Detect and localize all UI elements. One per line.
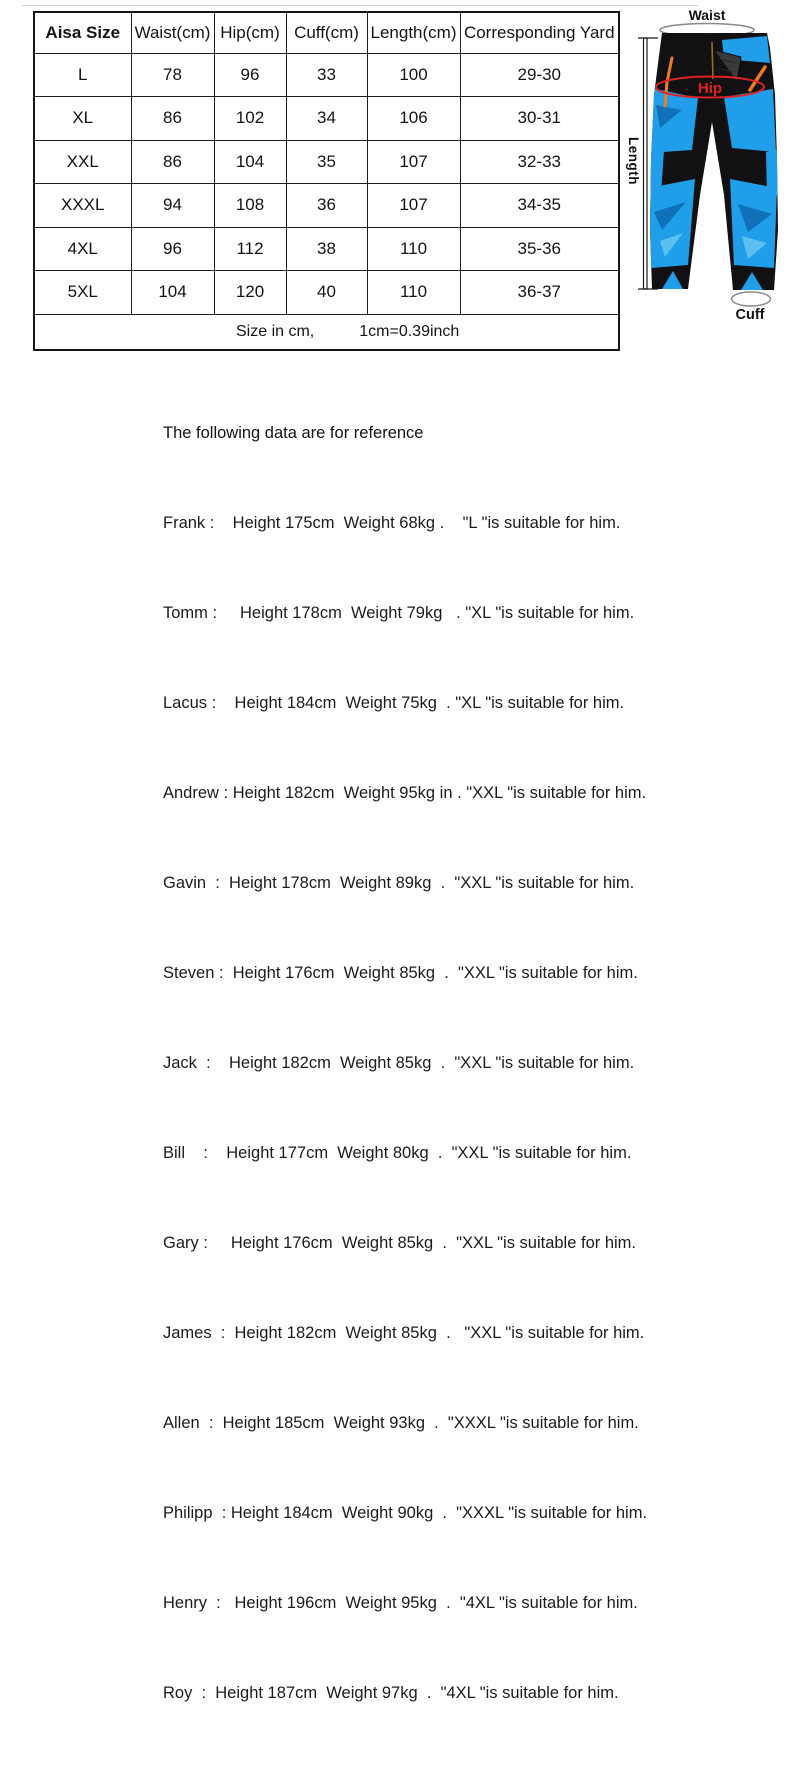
table-row [34, 227, 619, 271]
table-cell: 78 [131, 53, 214, 97]
table-cell: 40 [286, 271, 367, 315]
table-row [34, 140, 619, 184]
table-cell: 30-31 [460, 97, 619, 141]
table-cell: XXXL [34, 184, 131, 228]
table-cell: 86 [131, 140, 214, 184]
fly-zipper [712, 42, 713, 79]
table-cell: 94 [131, 184, 214, 228]
reference-line: Roy : Height 187cm Weight 97kg . "4XL "is suitable for him. [163, 1684, 619, 1702]
table-cell: 5XL [34, 271, 131, 315]
length-label: Length [626, 137, 641, 185]
reference-line: Jack : Height 182cm Weight 85kg . "XXL "is suitable for him. [163, 1054, 635, 1072]
table-cell: 107 [367, 184, 460, 228]
table-cell: 104 [214, 140, 286, 184]
col-header-waist: Waist(cm) [131, 12, 214, 53]
table-cell: 120 [214, 271, 286, 315]
table-footer-row [34, 314, 619, 350]
footer-note-conversion: 1cm=0.39inch [359, 322, 460, 340]
reference-line: James : Height 182cm Weight 85kg . "XXL "is suitable for him. [163, 1324, 645, 1342]
table-cell: 36 [286, 184, 367, 228]
table-cell: 33 [286, 53, 367, 97]
table-cell: 96 [214, 53, 286, 97]
table-row [34, 97, 619, 141]
reference-line: Tomm : Height 178cm Weight 79kg . "XL "is suitable for him. [163, 604, 635, 622]
reference-line: Steven : Height 176cm Weight 85kg . "XXL "is suitable for him. [163, 964, 638, 982]
table-cell: 36-37 [460, 271, 619, 315]
cuff-ellipse [732, 292, 771, 306]
table-cell: 110 [367, 227, 460, 271]
col-header-yard: Corresponding Yard [460, 12, 619, 53]
size-table [33, 11, 620, 351]
waist-label: Waist [688, 7, 726, 23]
table-cell: 32-33 [460, 140, 619, 184]
table-cell: 34 [286, 97, 367, 141]
col-header-hip: Hip(cm) [214, 12, 286, 53]
reference-line: Henry : Height 196cm Weight 95kg . "4XL "is suitable for him. [163, 1594, 638, 1612]
reference-line: Gavin : Height 178cm Weight 89kg . "XXL "is suitable for him. [163, 874, 635, 892]
reference-line: Philipp : Height 184cm Weight 90kg . "XXXL "is suitable for him. [163, 1504, 648, 1522]
table-cell: 29-30 [460, 53, 619, 97]
table-header-row [34, 12, 619, 53]
table-cell: 112 [214, 227, 286, 271]
reference-line: Lacus : Height 184cm Weight 75kg . "XL "is suitable for him. [163, 694, 625, 712]
table-cell: 100 [367, 53, 460, 97]
table-row [34, 53, 619, 97]
reference-block [163, 358, 647, 1768]
table-row [34, 271, 619, 315]
cuff-label: Cuff [735, 307, 765, 323]
waist-button [707, 29, 716, 35]
table-cell: 34-35 [460, 184, 619, 228]
table-cell: 102 [214, 97, 286, 141]
col-header-length: Length(cm) [367, 12, 460, 53]
table-cell: 35 [286, 140, 367, 184]
reference-title: The following data are for reference [163, 424, 424, 442]
col-header-size: Aisa Size [34, 12, 131, 53]
table-cell: 96 [131, 227, 214, 271]
table-cell: 104 [131, 271, 214, 315]
table-cell: 110 [367, 271, 460, 315]
reference-line: Frank : Height 175cm Weight 68kg . "L "is suitable for him. [163, 514, 621, 532]
reference-line: Andrew : Height 182cm Weight 95kg in . "XXL "is suitable for him. [163, 784, 647, 802]
table-cell: 86 [131, 97, 214, 141]
footer-note-cm: Size in cm, [236, 322, 315, 340]
pants-diagram [620, 0, 800, 330]
reference-line: Allen : Height 185cm Weight 93kg . "XXXL "is suitable for him. [163, 1414, 639, 1432]
table-cell: 38 [286, 227, 367, 271]
table-cell: 4XL [34, 227, 131, 271]
table-cell: 107 [367, 140, 460, 184]
reference-line: Bill : Height 177cm Weight 80kg . "XXL "is suitable for him. [163, 1144, 632, 1162]
table-cell: 35-36 [460, 227, 619, 271]
table-cell: L [34, 53, 131, 97]
pants-silhouette [649, 29, 778, 290]
table-cell: 108 [214, 184, 286, 228]
col-header-cuff: Cuff(cm) [286, 12, 367, 53]
table-cell: XL [34, 97, 131, 141]
table-row [34, 184, 619, 228]
table-cell: XXL [34, 140, 131, 184]
table-cell: 106 [367, 97, 460, 141]
hip-label: Hip [697, 80, 723, 97]
divider [22, 5, 698, 6]
reference-line: Gary : Height 176cm Weight 85kg . "XXL "is suitable for him. [163, 1234, 636, 1252]
